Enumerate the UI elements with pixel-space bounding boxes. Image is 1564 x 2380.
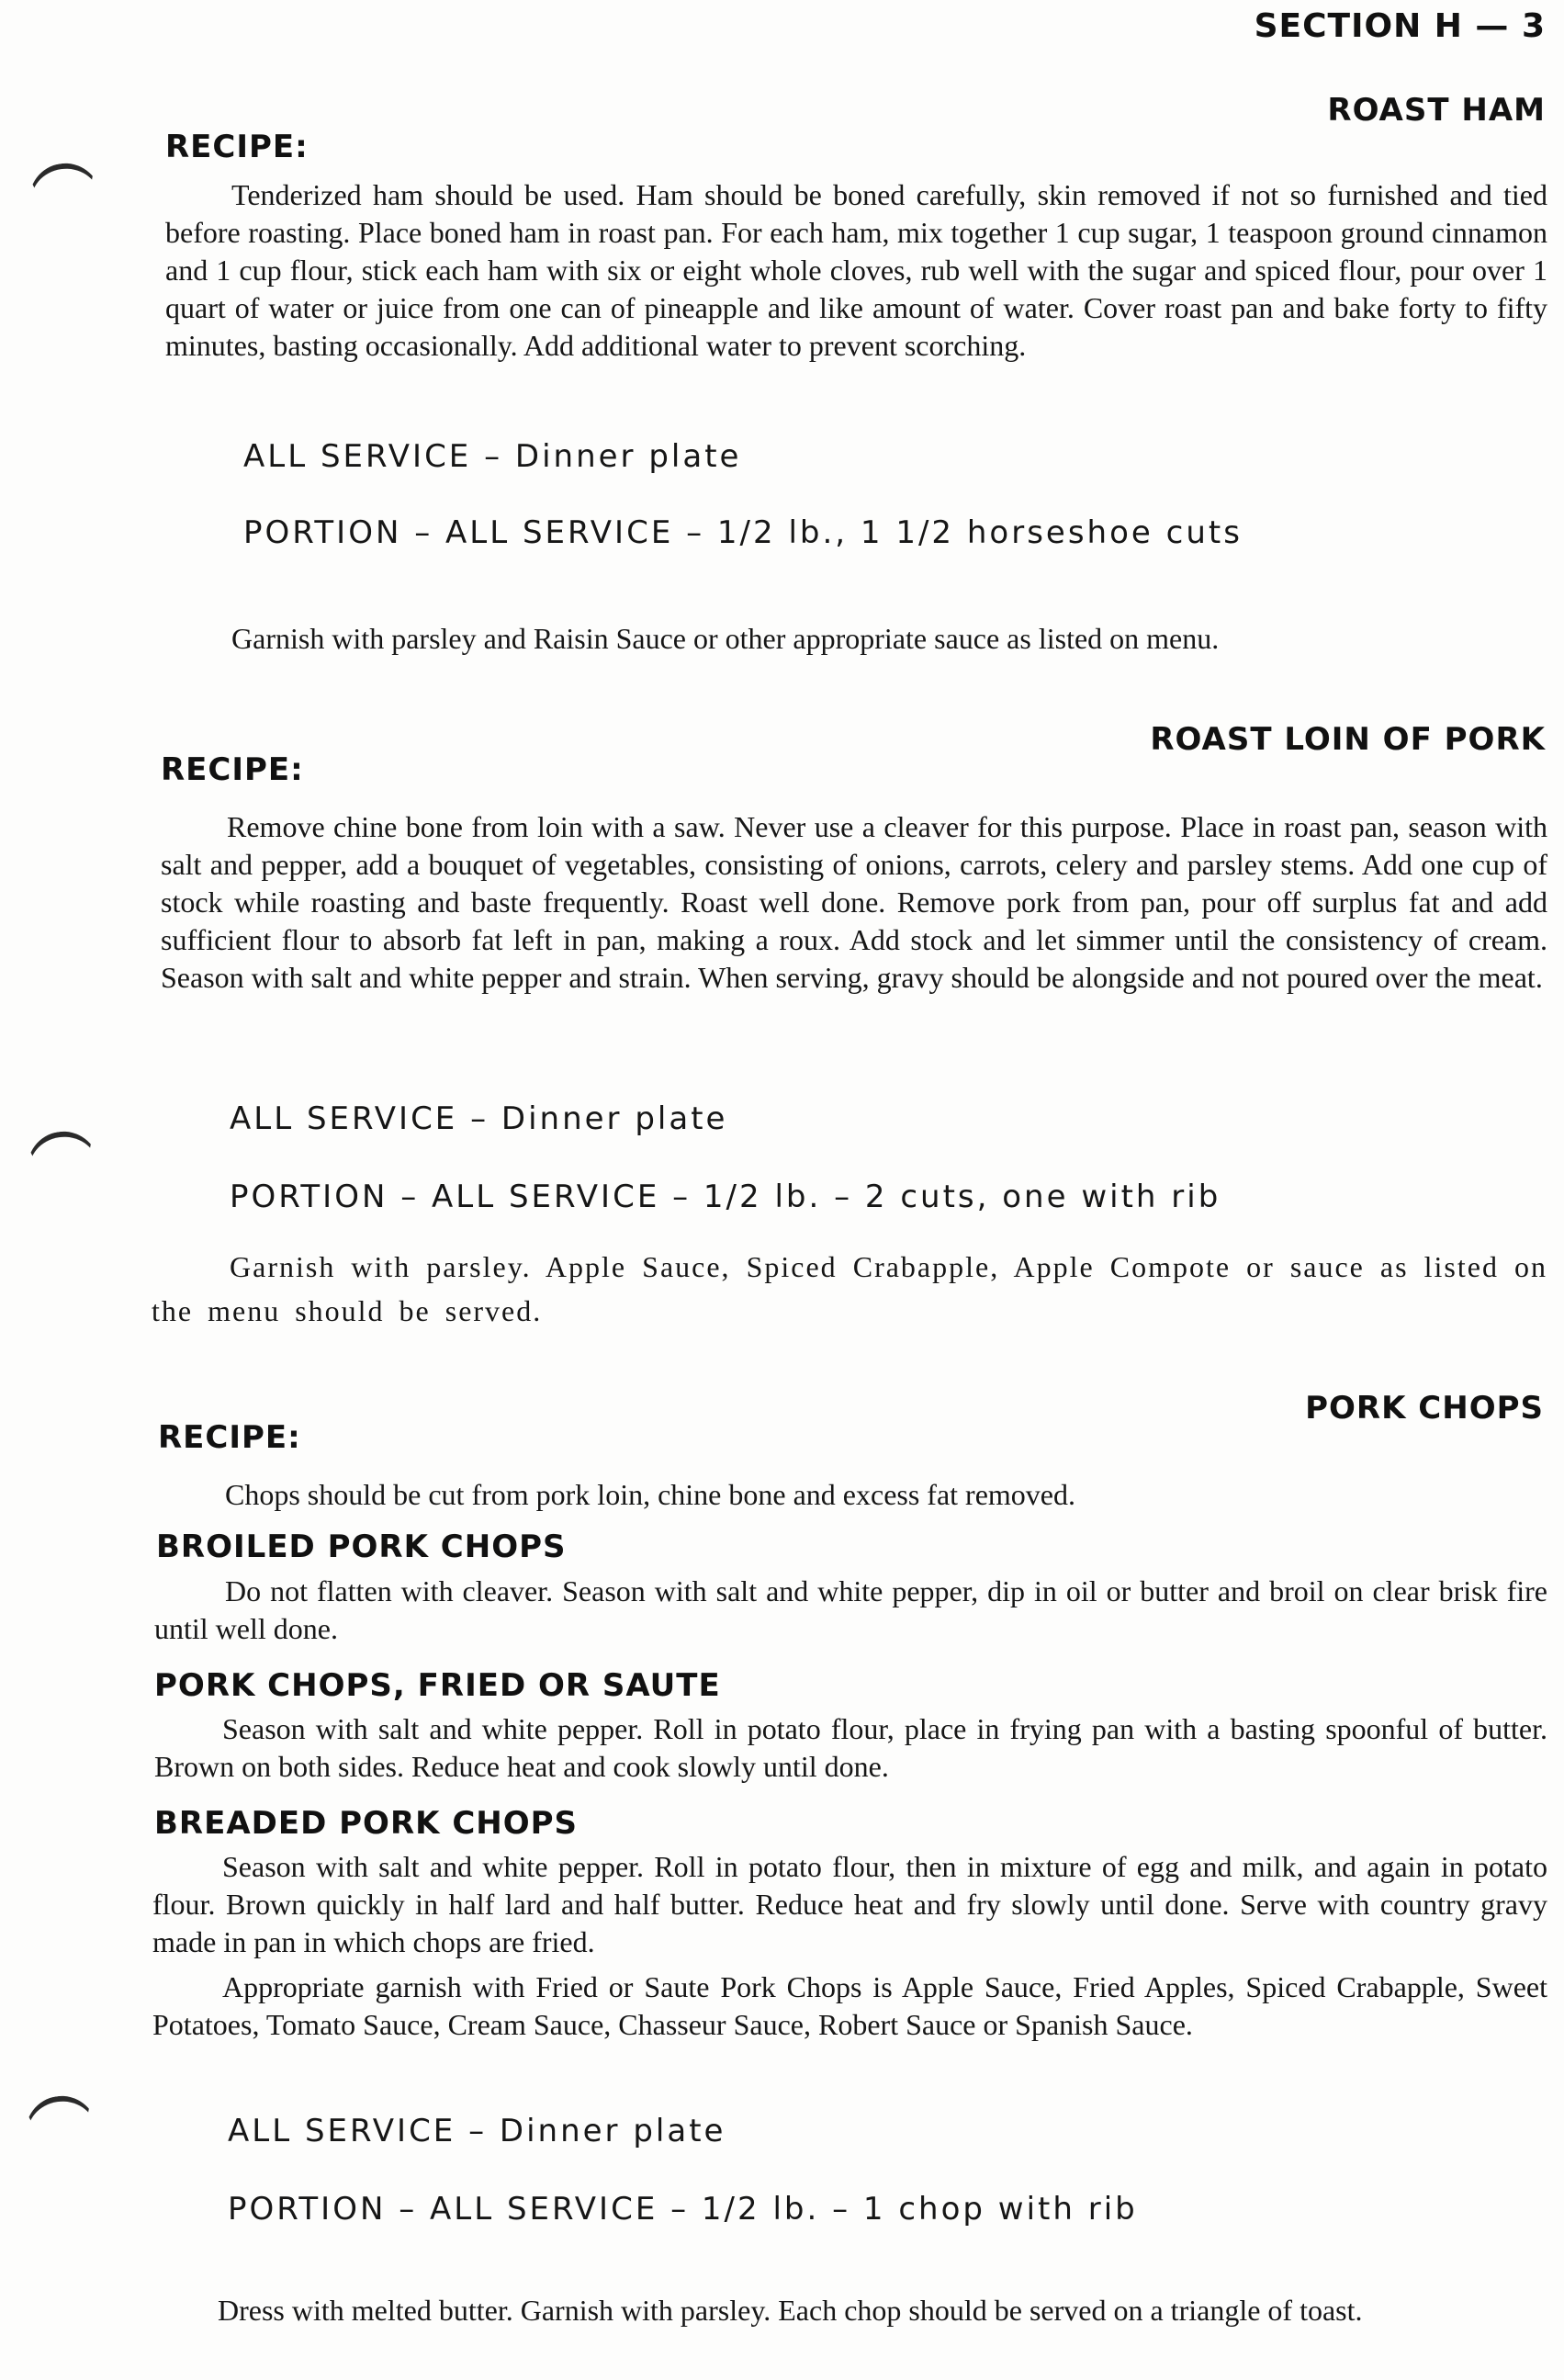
roast-ham-body: Tenderized ham should be used. Ham should be boned carefully, skin removed if not so furnished and tied before roasting. Place boned ham in roast pan. For each ham, mix together 1 cup sugar, 1 teaspoon ground cinnamon and 1 cup flour, stick each ham with six or eight whole cloves, rub well with the sugar and spiced flour, pour over 1 quart of water or juice from one can of pineapple and like amount of water. Cover roast pan and bake forty to fifty minutes, basting occasionally. Add additional water to prevent scorching. xyxy=(165,178,1547,362)
fried-pork-chops-title: PORK CHOPS, FRIED OR SAUTE xyxy=(154,1667,721,1704)
roast-loin-garnish: Garnish with parsley. Apple Sauce, Spiced Crabapple, Apple Compote or sauce as listed on the menu should be served. xyxy=(152,1250,1547,1327)
roast-loin-portion: PORTION – ALL SERVICE – 1/2 lb. – 2 cuts, one with rib xyxy=(230,1179,1221,1215)
pork-chops-portion: PORTION – ALL SERVICE – 1/2 lb. – 1 chop with rib xyxy=(228,2191,1138,2228)
pork-chops-service: ALL SERVICE – Dinner plate xyxy=(228,2113,726,2149)
roast-ham-portion: PORTION – ALL SERVICE – 1/2 lb., 1 1/2 horseshoe cuts xyxy=(243,514,1243,551)
roast-loin-service: ALL SERVICE – Dinner plate xyxy=(230,1100,728,1137)
pork-chops-dress: Dress with melted butter. Garnish with parsley. Each chop should be served on a triangle of toast. xyxy=(218,2294,1363,2327)
roast-loin-body: Remove chine bone from loin with a saw. Never use a cleaver for this purpose. Place in roast pan, season with salt and pepper, add a bouquet of vegetables, consisting of onions, carrots, celery and parsley stems. Add one cup of stock while roasting and baste frequently. Roast well done. Remove pork from pan, pour off surplus fat and add sufficient flour to absorb fat left in pan, making a roux. Add stock and let simmer until the consistency of cream. Season with salt and white pepper and strain. When serving, gravy should be alongside and not poured over the meat. xyxy=(161,810,1547,994)
roast-ham-service: ALL SERVICE – Dinner plate xyxy=(243,438,742,475)
pork-chops-intro: Chops should be cut from pork loin, chine bone and excess fat removed. xyxy=(225,1478,1075,1511)
pork-chops-title: PORK CHOPS xyxy=(1305,1390,1544,1427)
binder-hole-middle xyxy=(23,1127,100,1180)
roast-loin-title: ROAST LOIN OF PORK xyxy=(1150,721,1546,758)
roast-loin-recipe-label: RECIPE: xyxy=(161,751,304,788)
breaded-pork-chops-title: BREADED PORK CHOPS xyxy=(154,1805,579,1842)
pork-chops-appropriate-garnish: Appropriate garnish with Fried or Saute Pork Chops is Apple Sauce, Fried Apples, Spiced Crabapple, Sweet Potatoes, Tomato Sauce, Cream Sauce, Chasseur Sauce, Robert Sauce or Spanish Sauce. xyxy=(152,1970,1547,2041)
roast-ham-title: ROAST HAM xyxy=(1327,92,1546,129)
binder-hole-bottom xyxy=(21,2092,98,2145)
roast-ham-recipe-label: RECIPE: xyxy=(165,129,309,165)
pork-chops-recipe-label: RECIPE: xyxy=(158,1419,301,1456)
breaded-pork-chops-body: Season with salt and white pepper. Roll in potato flour, then in mixture of egg and milk, and again in potato flour. Brown quickly in half lard and half butter. Reduce heat and fry slowly until done. Serve with country gravy made in pan in which chops are fried. xyxy=(152,1850,1547,1958)
broiled-pork-chops-title: BROILED PORK CHOPS xyxy=(156,1528,567,1565)
roast-ham-garnish: Garnish with parsley and Raisin Sauce or other appropriate sauce as listed on menu. xyxy=(231,622,1220,655)
fried-pork-chops-body: Season with salt and white pepper. Roll in potato flour, place in frying pan with a basting spoonful of butter. Brown on both sides. Reduce heat and cook slowly until done. xyxy=(154,1712,1547,1783)
section-header: SECTION H — 3 xyxy=(1254,7,1546,45)
broiled-pork-chops-body: Do not flatten with cleaver. Season with salt and white pepper, dip in oil or butter and broil on clear brisk fire until well done. xyxy=(154,1574,1547,1645)
binder-hole-top xyxy=(25,159,102,212)
